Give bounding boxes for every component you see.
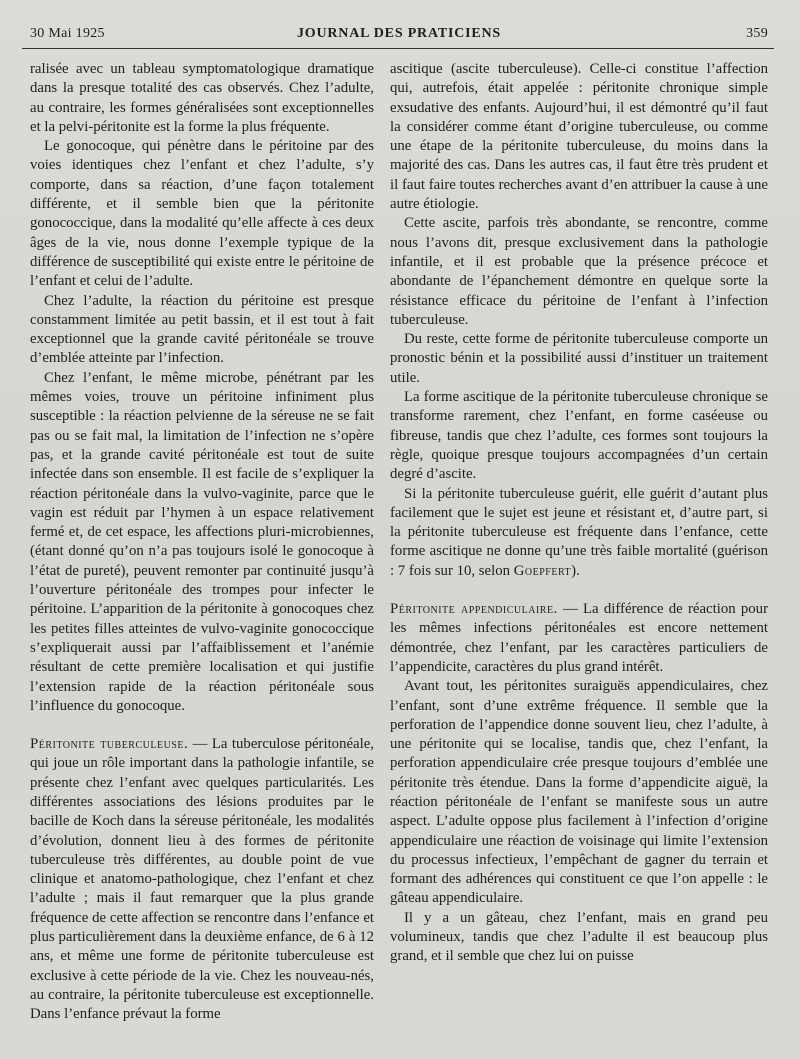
section-text: — La tuberculose péritonéale, qui joue un rôle important dans la pathologie infantile, se présente chez l’enfant avec quelques particularités. Les différentes associations des lésions produites par le bacille de Koch dans la séreuse péritonéale, les modalités d’évolution, donnent lieu à des formes de péritonite tuberculeuse très différentes, au double point de vue clinique et anatomo-pathologique, chez l’enfant et chez l’adulte ; mais il faut remarquer que la plus grande fréquence de cette affection se rencontre dans l’enfance et plus particulièrement dans la deuxième enfance, de 6 à 12 ans, et même une forme de péritonite tuberculeuse est exclusive à cette période de la vie. Chez les nouveau-nés, au contraire, la péritonite tuberculeuse est exceptionnelle. Dans l’enfance prévaut la forme: [30, 736, 374, 1023]
paragraph: Il y a un gâteau, chez l’enfant, mais en grand peu volumineux, tandis que chez l’adulte il est beaucoup plus grand, et il semble que chez lui on puisse: [390, 909, 768, 965]
author-name: Goepfert: [513, 562, 572, 579]
issue-date: 30 Mai 1925: [30, 26, 105, 41]
section-tuberculeuse: [30, 735, 374, 1024]
section-heading: Péritonite appendiculaire.: [390, 601, 558, 618]
paragraph: ascitique (ascite tuberculeuse). Celle-ci constitue l’affection qui, autrefois, était appelée : péritonite chronique simple exsudative des enfants. Aujourd’hui, il est démontré qu’il faut la considérer comme étant d’origine tuberculeuse, ou comme une étape de la péritonite tuberculeuse, du moins dans la majorité des cas. Dans les autres cas, il faut être très prudent et il faut faire toutes recherches avant d’en attribuer la cause à une autre étiologie.: [390, 61, 768, 213]
page-number: 359: [746, 26, 768, 41]
paragraph: Chez l’adulte, la réaction du péritoine est presque constamment limitée au petit bassin, et il est tout à fait exceptionnel que la grande cavité péritonéale se trouve d’emblée atteinte par l’infection.: [30, 292, 374, 367]
left-column: [30, 60, 374, 1025]
paragraph: Avant tout, les péritonites suraiguës appendiculaires, chez l’enfant, sont d’une extrême fréquence. Il semble que la perforation de l’appendice donne souvent lieu, chez l’adulte, à une péritonite qui se localise, tandis que, chez l’enfant, la perforation appendiculaire crée presque toujours d’emblée une péritonite très étendue. Dans la forme d’appendicite aiguë, la réaction péritonéale de l’enfant se manifeste sous un autre aspect. L’adulte oppose plus facilement à l’infection d’origine appendiculaire une réaction de voisinage qui limite l’extension du processus infectieux, l’empêchant de gagner du terrain et formant des adhérences qui constituent ce que l’on appelle : le gâteau appendiculaire.: [390, 678, 768, 907]
header-rule: [22, 48, 774, 49]
section-heading: Péritonite tuberculeuse.: [30, 736, 189, 753]
journal-title: JOURNAL DES PRATICIENS: [296, 26, 502, 41]
paragraph: Chez l’enfant, le même microbe, pénétrant par les mêmes voies, trouve un péritoine infiniment plus susceptible : la réaction pelvienne de la séreuse ne se fait pas ou se fait mal, la limitation de l’infection ne s’opère pas, et la grande cavité péritonéale est tout de suite infectée dans son ensemble. Il est facile de s’expliquer la réaction péritonéale dans la vulvo-vaginite, parce que le vagin est réduit par l’hymen à un espace relativement fermé et, de cet espace, les affections pluri-microbiennes, (étant donné qu’on n’a pas toujours isolé le gonocoque à l’état de pureté), peuvent remonter par continuité jusqu’à l’ouverture péritonéale des trompes pour infecter le péritoine. L’apparition de la péritonite à gonocoques chez les petites filles atteintes de vulvo-vaginite gonococcique s’expliquerait aussi par l’affaiblissement et l’anémie résultant de cette première localisation et qui justifie l’extension rapide de la réaction péritonéale sous l’influence du gonocoque.: [30, 369, 374, 714]
right-column: [390, 60, 768, 967]
paragraph: [390, 485, 768, 581]
section-text: — La différence de réaction pour les mêmes infections péritonéales est encore nettement démontrée, chez l’enfant, par les caractères particuliers de l’appendicite, caractères du plus grand intérêt.: [390, 601, 768, 675]
page-header: [30, 26, 768, 48]
paragraph: La forme ascitique de la péritonite tuberculeuse chronique se transforme rarement, chez l’enfant, en forme caséeuse ou fibreuse, tandis que chez l’adulte, ces formes sont toujours la règle, quoique presque toujours accompagnées d’un certain degré d’ascite.: [390, 389, 768, 483]
paragraph: Du reste, cette forme de péritonite tuberculeuse comporte un pronostic bénin et la possibilité aussi d’instituer un traitement utile.: [390, 331, 768, 386]
section-appendiculaire: [390, 600, 768, 677]
paragraph-end: ).: [571, 562, 580, 579]
paragraph: Cette ascite, parfois très abondante, se rencontre, comme nous l’avons dit, presque exclusivement dans la pathologie infantile, et il est probable que la présence précoce et abondante de l’épanchement démontre en quelque sorte la résistance efficace du péritoine de l’enfant à l’infection tuberculeuse.: [390, 215, 768, 328]
paragraph-text: Si la péritonite tuberculeuse guérit, elle guérit d’autant plus facilement que le sujet est jeune et résistant et, d’autre part, si la péritonite tuberculeuse est fréquente dans l’enfance, cette forme ascitique ne donne qu’une très faible mortalité (guérison : 7 fois sur 10, selon: [390, 485, 768, 579]
paragraph: ralisée avec un tableau symptomatologique dramatique dans la presque totalité des cas observés. Chez l’adulte, au contraire, les formes généralisées sont exceptionnelles et la pelvi-péritonite est la forme la plus fréquente.: [30, 61, 374, 135]
paragraph: Le gonocoque, qui pénètre dans le péritoine par des voies identiques chez l’enfant et chez l’adulte, s’y comporte, dans sa réaction, d’une façon totalement différente, et il semble bien que la péritonite gonococcique, dans la modalité qu’elle affecte à ces deux âges de la vie, nous donne l’exemple typique de la différence de susceptibilité qui existe entre le péritoine de l’enfant et celui de l’adulte.: [30, 138, 374, 290]
